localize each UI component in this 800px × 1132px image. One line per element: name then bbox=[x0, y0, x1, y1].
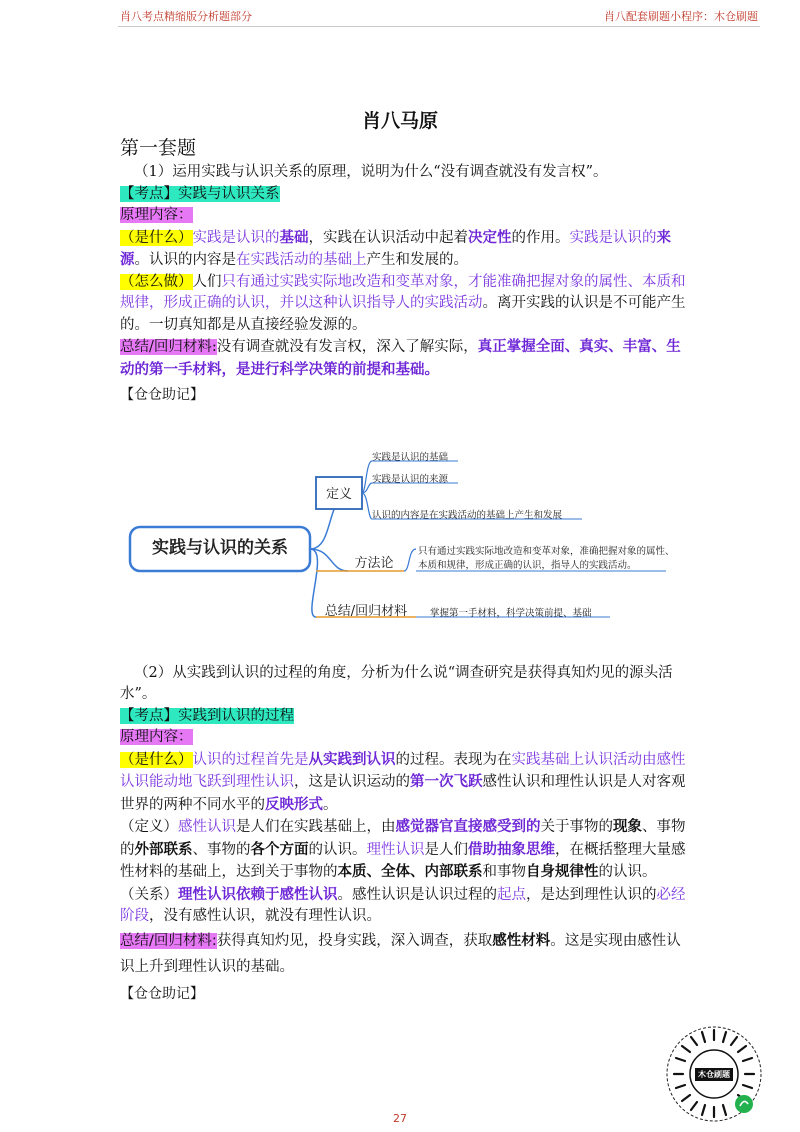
mind-map-method-text-2: 本质和规律，形成正确的认识，指导人的实践活动。 bbox=[418, 559, 637, 571]
header-left: 肖八考点精缩版分析题部分 bbox=[120, 10, 252, 23]
document-body bbox=[120, 134, 692, 1005]
q1-question: （1）运用实践与认识关系的原理，说明为什么“没有调查就没有发言权”。 bbox=[134, 164, 608, 180]
q2-relation: （关系）理性认识依赖于感性认识。感性认识是认识过程的起点，是达到理性认识的必经阶段，没有感性认识，就没有理性认识。 bbox=[120, 885, 686, 924]
header-right: 肖八配套刷题小程序：木仓刷题 bbox=[604, 10, 758, 23]
mind-map-method-text-1: 只有通过实践实际地改造和变革对象，准确把握对象的属性、 bbox=[418, 545, 675, 557]
mind-map-def-item-1: 实践是认识的基础 bbox=[372, 451, 449, 463]
page-number: 27 bbox=[393, 1112, 407, 1125]
q1-yuanli: 原理内容： bbox=[120, 207, 193, 223]
q1-summary: 总结/回归材料:没有调查就没有发言权，深入了解实际，真正掌握全面、真实、丰富、生动的第一手材料，是进行科学决策的前提和基础。 bbox=[120, 338, 681, 378]
q2-definition: （定义）感性认识是人们在实践基础上，由感觉器官直接感受到的关于事物的现象、事物的外部联系、事物的各个方面的认识。理性认识是人们借助抽象思维，在概括整理大量感性材料的基础上，达到关于事物的本质、全体、内部联系和事物自身规律性的认识。 bbox=[120, 818, 686, 880]
mind-map-node-method: 方法论 bbox=[354, 555, 394, 571]
mind-map-node-definition: 定义 bbox=[325, 486, 352, 502]
q2-question: （2）从实践到认识的过程的角度，分析为什么说“调查研究是获得真知灼见的源头活水”。 bbox=[120, 664, 673, 702]
mind-map-root: 实践与认识的关系 bbox=[152, 537, 288, 558]
mind-map bbox=[120, 417, 692, 653]
mind-map-summary-item: 掌握第一手材料，科学决策前提、基础 bbox=[430, 607, 592, 619]
q1-kaodian: 【考点】实践与认识关系 bbox=[120, 185, 280, 202]
q1-how: （怎么做）人们只有通过实践实际地改造和变革对象，才能准确把握对象的属性、本质和规律，形成正确的认识，并以这种认识指导人的实践活动。离开实践的认识是不可能产生的。一切真知都是从直接经验发源的。 bbox=[120, 273, 686, 333]
mind-map-def-item-2: 实践是认识的来源 bbox=[372, 473, 449, 485]
q2-what: （是什么）认识的过程首先是从实践到认识的过程。表现为在实践基础上认识活动由感性认识能动地飞跃到理性认识，这是认识运动的第一次飞跃感性认识和理性认识是人对客观世界的两种不同水平的反映形式。 bbox=[120, 750, 686, 813]
mini-program-code bbox=[664, 1024, 764, 1124]
q1-memo: 【仓仓助记】 bbox=[120, 387, 204, 403]
q2-summary: 总结/回归材料:获得真知灼见，投身实践，深入调查，获取感性材料。这是实现由感性认识上升到理性认识的基础。 bbox=[120, 932, 681, 975]
q2-kaodian: 【考点】实践到认识的过程 bbox=[120, 707, 294, 724]
q2-yuanli: 原理内容： bbox=[120, 729, 193, 745]
mind-map-def-item-3: 认识的内容是在实践活动的基础上产生和发展 bbox=[372, 509, 563, 521]
mind-map-node-summary: 总结/回归材料 bbox=[324, 603, 408, 619]
header-divider bbox=[118, 26, 760, 27]
page-title: 肖八马原 bbox=[361, 110, 438, 132]
mini-program-code-label: 木仓刷题 bbox=[698, 1070, 730, 1079]
set-title: 第一套题 bbox=[120, 137, 197, 159]
q2-memo: 【仓仓助记】 bbox=[120, 985, 204, 1002]
q1-what: （是什么）实践是认识的基础，实践在认识活动中起着决定性的作用。实践是认识的来源。认识的内容是在实践活动的基础上产生和发展的。 bbox=[120, 228, 671, 268]
